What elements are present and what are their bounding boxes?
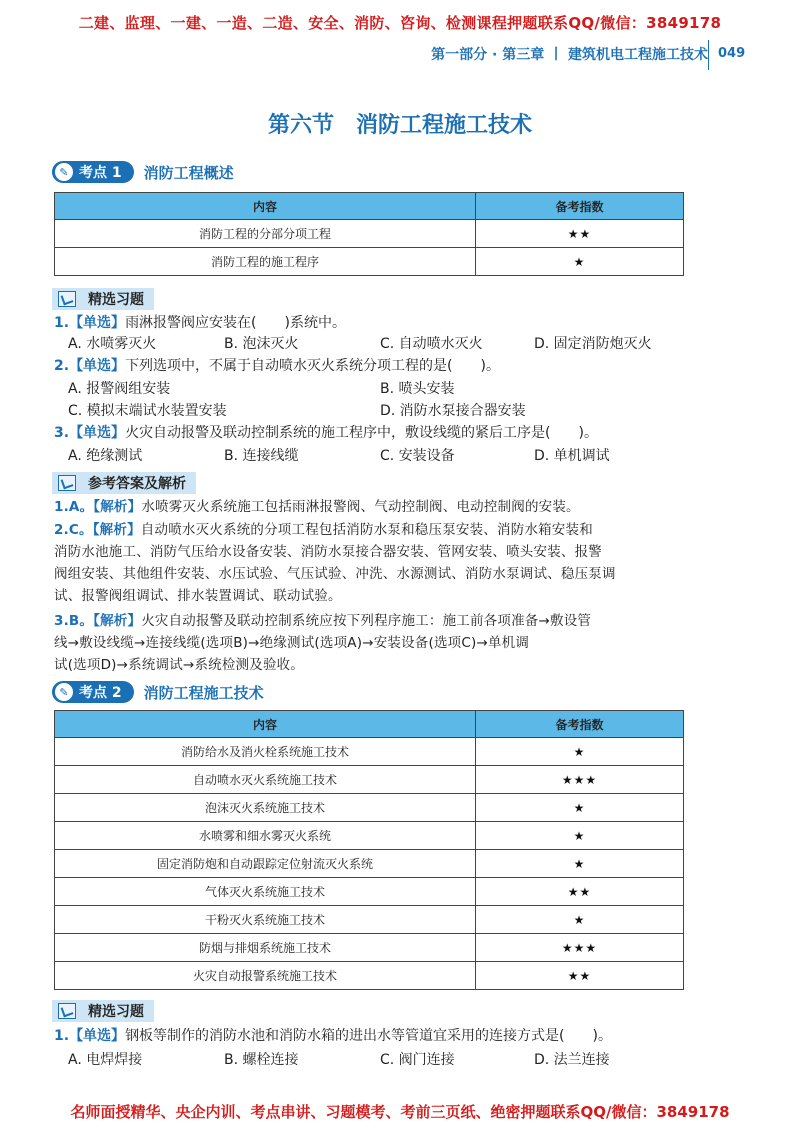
option-c: C. 自动喷水灭火 <box>380 336 483 352</box>
key-point-2-table <box>54 710 684 990</box>
answer-letter: A。 <box>68 499 94 515</box>
answer-1 <box>54 496 580 518</box>
exercise-icon <box>58 1003 76 1019</box>
top-advertisement: 二建、监理、一建、一造、二造、安全、消防、咨询、检测课程押题联系QQ/微信：3849178 <box>78 14 722 32</box>
option-b: B. 连接线缆 <box>224 448 299 464</box>
key-point-1-table <box>54 192 684 276</box>
answer-letter: B。 <box>68 613 94 629</box>
header-divider <box>708 40 709 70</box>
question-type-tag: 【单选】 <box>69 358 126 374</box>
answers-heading <box>52 472 196 494</box>
answer-2 <box>54 519 616 607</box>
star-rating: ★★★ <box>476 934 684 962</box>
star-rating: ★★ <box>476 962 684 990</box>
question-2 <box>54 355 500 377</box>
option-a: A. 水喷雾灭火 <box>68 336 157 352</box>
analysis-text: 试、报警阀组调试、排水装置调试、联动试验。 <box>54 588 342 604</box>
table-row <box>55 220 684 248</box>
key-point-badge-label: 考点 2 <box>79 685 122 701</box>
table-cell: 消防工程的分部分项工程 <box>55 220 476 248</box>
table-cell: 固定消防炮和自动跟踪定位射流灭火系统 <box>55 850 476 878</box>
answer-3 <box>54 610 591 676</box>
analysis-text: 阀组安装、其他组件安装、水压试验、气压试验、冲洗、水源测试、消防水泵调试、稳压泵调 <box>54 566 616 582</box>
table-cell: 防烟与排烟系统施工技术 <box>55 934 476 962</box>
question-type-tag: 【单选】 <box>69 425 126 441</box>
answer-number: 3. <box>54 613 69 629</box>
option-d: D. 消防水泵接合器安装 <box>380 403 526 419</box>
analysis-text: 消防水池施工、消防气压给水设备安装、消防水泵接合器安装、管网安装、喷头安装、报警 <box>54 544 602 560</box>
answer-letter: C。 <box>68 522 93 538</box>
table-row <box>55 738 684 766</box>
table-header-cell: 内容 <box>55 711 476 738</box>
exercises-heading <box>52 288 154 310</box>
star-rating: ★ <box>476 738 684 766</box>
question-type-tag: 【单选】 <box>69 315 126 331</box>
table-row <box>55 878 684 906</box>
star-rating: ★★ <box>476 220 684 248</box>
option-d: D. 法兰连接 <box>534 1052 610 1068</box>
option-a: A. 绝缘测试 <box>68 448 143 464</box>
table-row <box>55 934 684 962</box>
analysis-tag: 【解析】 <box>93 499 142 515</box>
exercise-icon <box>58 291 76 307</box>
star-rating: ★★ <box>476 878 684 906</box>
answer-number: 1. <box>54 499 69 515</box>
key-point-icon: ✎ <box>55 163 73 181</box>
table-cell: 火灾自动报警系统施工技术 <box>55 962 476 990</box>
key-point-badge <box>52 161 134 183</box>
star-rating: ★ <box>476 248 684 276</box>
table-row <box>55 822 684 850</box>
analysis-tag: 【解析】 <box>93 613 142 629</box>
question-number: 1. <box>54 1028 70 1044</box>
star-rating: ★ <box>476 822 684 850</box>
table-cell: 泡沫灭火系统施工技术 <box>55 794 476 822</box>
exercises-label: 精选习题 <box>88 292 144 308</box>
key-point-icon: ✎ <box>55 683 73 701</box>
key-point-2-heading <box>52 679 264 705</box>
star-rating: ★★★ <box>476 766 684 794</box>
exercises-heading <box>52 1000 154 1022</box>
table-row <box>55 962 684 990</box>
table-header-cell: 备考指数 <box>476 193 684 220</box>
table-row <box>55 906 684 934</box>
option-a: A. 报警阀组安装 <box>68 381 171 397</box>
key-point-badge <box>52 681 134 703</box>
table-cell: 消防给水及消火栓系统施工技术 <box>55 738 476 766</box>
option-a: A. 电焊焊接 <box>68 1052 143 1068</box>
table-cell: 气体灭火系统施工技术 <box>55 878 476 906</box>
analysis-text: 自动喷水灭火系统的分项工程包括消防水泵和稳压泵安装、消防水箱安装和 <box>140 522 593 538</box>
analysis-tag: 【解析】 <box>92 522 141 538</box>
question-4 <box>54 1025 612 1047</box>
question-stem: 火灾自动报警及联动控制系统的施工程序中，敷设线缆的紧后工序是( )。 <box>125 425 598 441</box>
table-header-row <box>55 193 684 220</box>
table-header-row <box>55 711 684 738</box>
table-row <box>55 794 684 822</box>
analysis-text: 线→敷设线缆→连接线缆(选项B)→绝缘测试(选项A)→安装设备(选项C)→单机调 <box>54 635 530 651</box>
table-cell: 消防工程的施工程序 <box>55 248 476 276</box>
question-number: 1. <box>54 315 70 331</box>
option-c: C. 模拟末端试水装置安装 <box>68 403 227 419</box>
question-number: 2. <box>54 358 70 374</box>
question-type-tag: 【单选】 <box>69 1028 126 1044</box>
table-row <box>55 850 684 878</box>
analysis-text: 试(选项D)→系统调试→系统检测及验收。 <box>54 657 305 673</box>
table-cell: 水喷雾和细水雾灭火系统 <box>55 822 476 850</box>
option-c: C. 安装设备 <box>380 448 455 464</box>
exercises-label: 精选习题 <box>88 1004 144 1020</box>
table-cell: 自动喷水灭火系统施工技术 <box>55 766 476 794</box>
table-row <box>55 766 684 794</box>
bottom-advertisement: 名师面授精华、央企内训、考点串讲、习题模考、考前三页纸、绝密押题联系QQ/微信：3849178 <box>70 1103 730 1121</box>
question-stem: 雨淋报警阀应安装在( )系统中。 <box>125 315 346 331</box>
table-header-cell: 内容 <box>55 193 476 220</box>
question-stem: 下列选项中，不属于自动喷水灭火系统分项工程的是( )。 <box>125 358 500 374</box>
analysis-text: 火灾自动报警及联动控制系统应按下列程序施工：施工前各项准备→敷设管 <box>141 613 592 629</box>
analysis-text: 水喷雾灭火系统施工包括雨淋报警阀、气动控制阀、电动控制阀的安装。 <box>141 499 580 515</box>
table-cell: 干粉灭火系统施工技术 <box>55 906 476 934</box>
option-d: D. 单机调试 <box>534 448 610 464</box>
question-1 <box>54 312 346 334</box>
option-b: B. 螺栓连接 <box>224 1052 299 1068</box>
answer-icon <box>58 475 76 491</box>
star-rating: ★ <box>476 794 684 822</box>
star-rating: ★ <box>476 850 684 878</box>
answers-label: 参考答案及解析 <box>88 476 186 492</box>
option-b: B. 泡沫灭火 <box>224 336 299 352</box>
question-stem: 钢板等制作的消防水池和消防水箱的进出水等管道宜采用的连接方式是( )。 <box>125 1028 612 1044</box>
star-rating: ★ <box>476 906 684 934</box>
key-point-1-heading <box>52 159 234 185</box>
answer-number: 2. <box>54 522 69 538</box>
question-number: 3. <box>54 425 70 441</box>
running-header: 第一部分 · 第三章 丨 建筑机电工程施工技术 <box>431 47 708 63</box>
key-point-title: 消防工程概述 <box>143 163 234 182</box>
option-d: D. 固定消防炮灭火 <box>534 336 652 352</box>
option-b: B. 喷头安装 <box>380 381 455 397</box>
question-3 <box>54 422 598 444</box>
page-number: 049 <box>718 46 746 61</box>
option-c: C. 阀门连接 <box>380 1052 455 1068</box>
key-point-badge-label: 考点 1 <box>79 165 122 181</box>
key-point-title: 消防工程施工技术 <box>143 683 264 702</box>
section-title: 第六节 消防工程施工技术 <box>267 113 532 138</box>
table-row <box>55 248 684 276</box>
table-header-cell: 备考指数 <box>476 711 684 738</box>
